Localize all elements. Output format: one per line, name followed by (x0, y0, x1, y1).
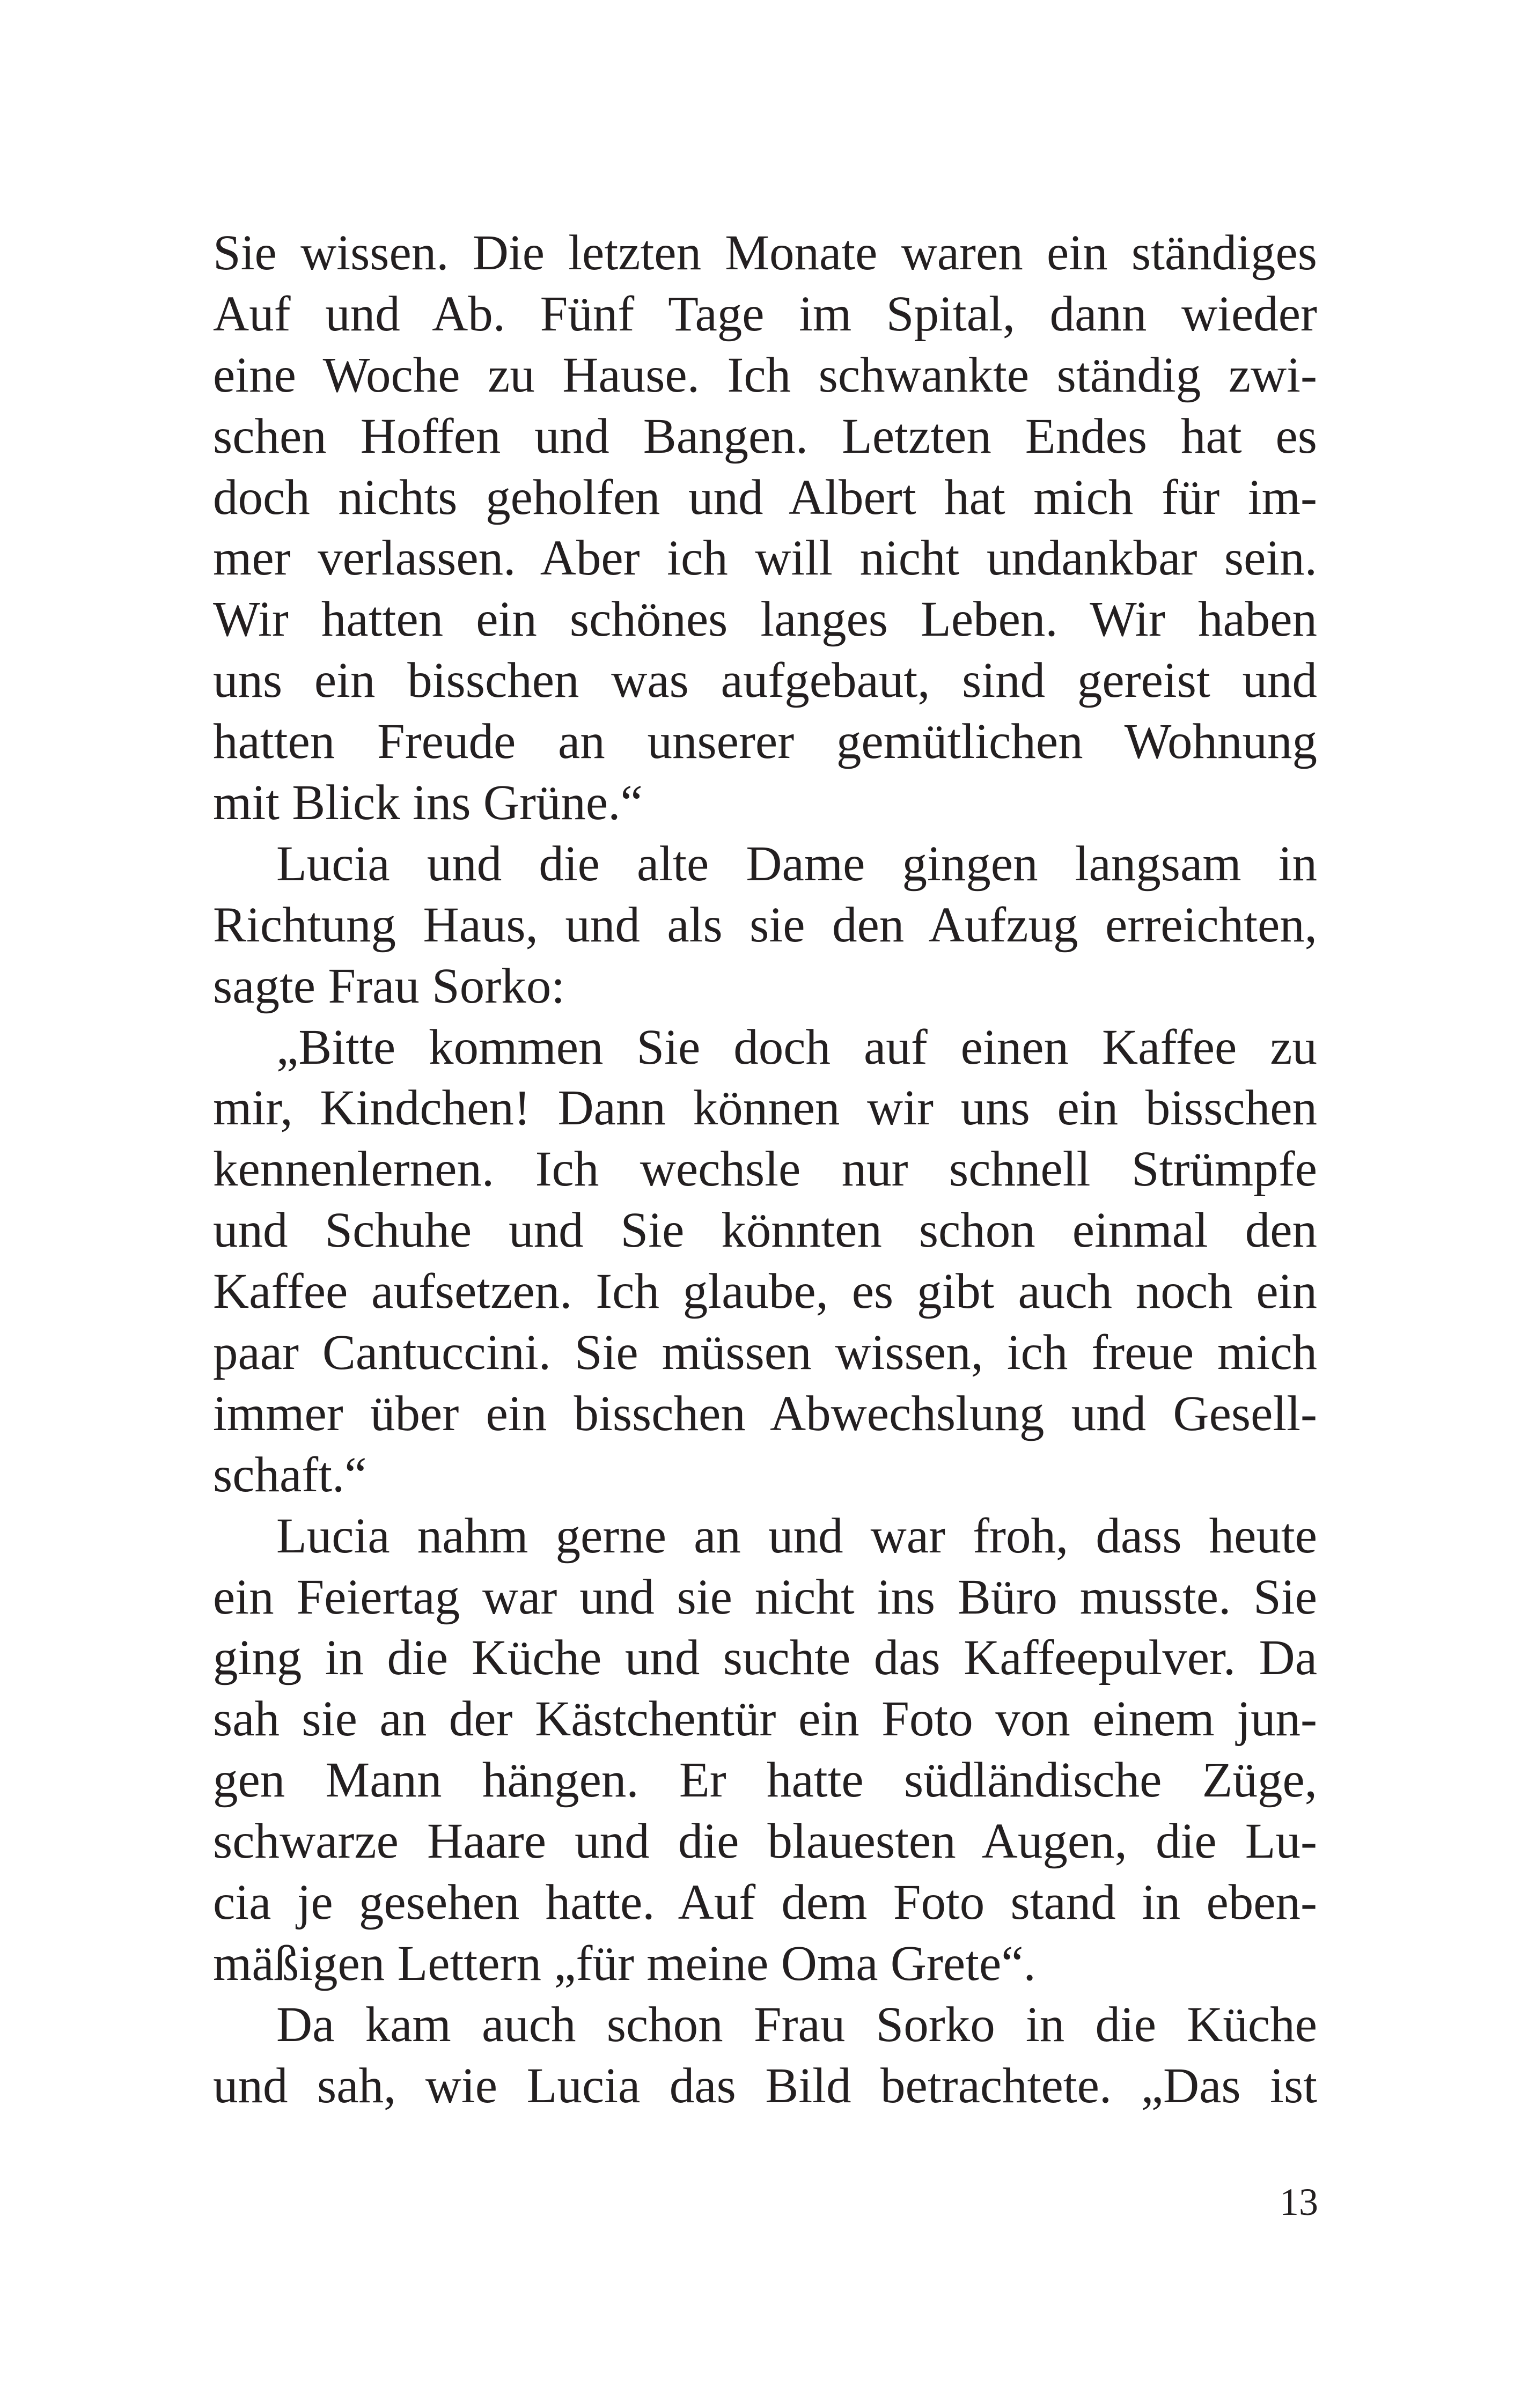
text-line: sagte Frau Sorko: (213, 958, 565, 1014)
text-line: immer über ein bisschen Abwechslung und Gesell- (213, 1386, 1317, 1441)
text-line: kennenlernen. Ich wechsle nur schnell Strümpfe (213, 1142, 1317, 1197)
text-line: eine Woche zu Hause. Ich schwankte ständig zwi- (213, 347, 1317, 403)
page-number: 13 (1280, 2181, 1318, 2223)
text-line: gen Mann hängen. Er hatte südländische Züge, (213, 1752, 1317, 1808)
text-line: uns ein bisschen was aufgebaut, sind gereist und (213, 653, 1317, 709)
text-line: ein Feiertag war und sie nicht ins Büro musste. Sie (213, 1569, 1317, 1625)
text-line: schen Hoffen und Bangen. Letzten Endes hat es (213, 408, 1317, 464)
paragraph (213, 223, 1317, 834)
text-line: mäßigen Lettern „für meine Oma Grete“. (213, 1935, 1036, 1991)
text-line: Richtung Haus, und als sie den Aufzug erreichten, (213, 897, 1317, 953)
text-line: paar Cantuccini. Sie müssen wissen, ich freue mich (213, 1325, 1317, 1381)
body-text (213, 223, 1317, 2117)
text-line: schaft.“ (213, 1447, 367, 1503)
text-line: Lucia und die alte Dame gingen langsam in (276, 836, 1317, 892)
text-line: mer verlassen. Aber ich will nicht undankbar sein. (213, 531, 1317, 586)
paragraph (213, 1506, 1317, 1994)
text-line: sah sie an der Kästchentür ein Foto von einem jun- (213, 1691, 1317, 1747)
text-line: doch nichts geholfen und Albert hat mich für im- (213, 469, 1317, 525)
text-line: mir, Kindchen! Dann können wir uns ein bisschen (213, 1080, 1317, 1136)
text-line: hatten Freude an unserer gemütlichen Wohnung (213, 714, 1317, 770)
text-line: Auf und Ab. Fünf Tage im Spital, dann wieder (213, 286, 1317, 342)
text-line: Kaffee aufsetzen. Ich glaube, es gibt auch noch ein (213, 1264, 1317, 1320)
text-line: „Bitte kommen Sie doch auf einen Kaffee zu (276, 1019, 1317, 1075)
text-line: mit Blick ins Grüne.“ (213, 775, 643, 831)
text-line: ging in die Küche und suchte das Kaffeepulver. Da (213, 1630, 1317, 1686)
text-line: schwarze Haare und die blauesten Augen, die Lu- (213, 1814, 1317, 1869)
text-line: und sah, wie Lucia das Bild betrachtete. „Das ist (213, 2058, 1317, 2114)
paragraph (213, 1994, 1317, 2117)
paragraph (213, 1017, 1317, 1506)
text-line: Da kam auch schon Frau Sorko in die Küche (276, 1997, 1317, 2052)
text-line: Sie wissen. Die letzten Monate waren ein ständiges (213, 225, 1317, 281)
text-line: Lucia nahm gerne an und war froh, dass heute (276, 1508, 1317, 1564)
text-line: cia je gesehen hatte. Auf dem Foto stand in eben- (213, 1875, 1317, 1931)
paragraph (213, 834, 1317, 1017)
text-line: und Schuhe und Sie könnten schon einmal den (213, 1203, 1317, 1258)
text-line: Wir hatten ein schönes langes Leben. Wir haben (213, 592, 1317, 647)
